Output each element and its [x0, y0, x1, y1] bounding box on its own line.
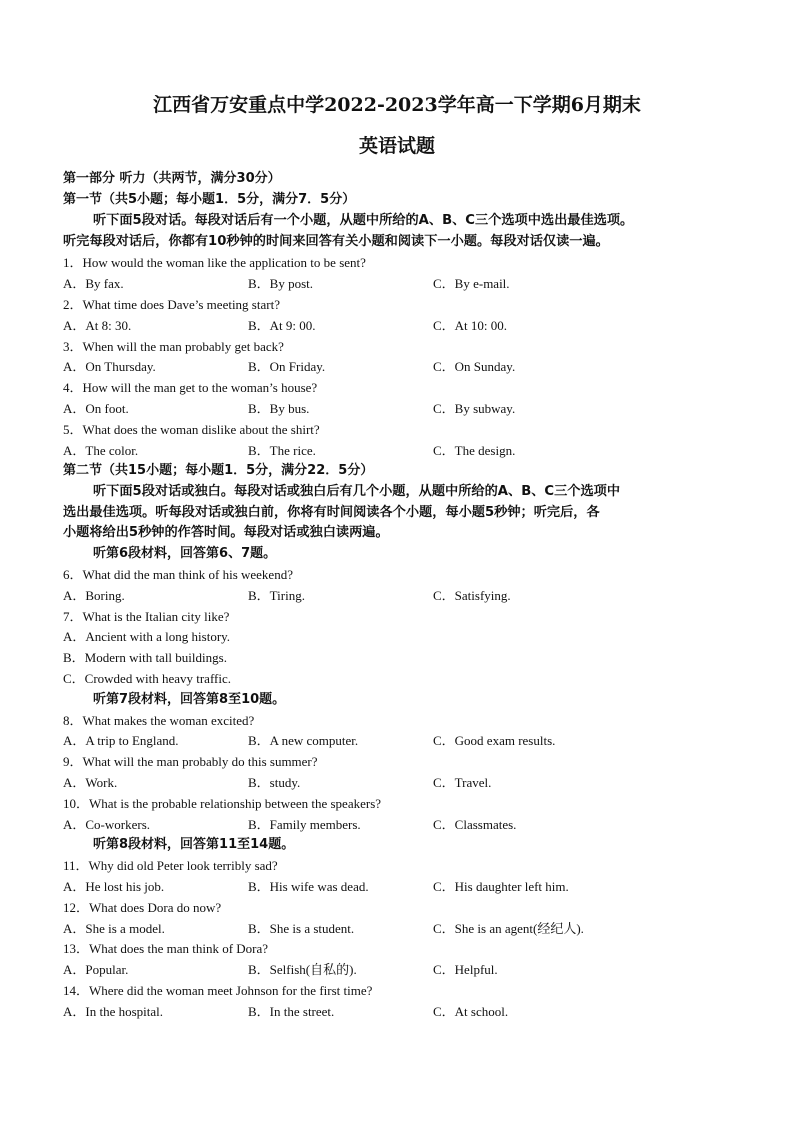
question-7-option-a: A．Ancient with a long history. [63, 629, 231, 644]
option-a: A．Work. [63, 775, 118, 790]
option-b: B．She is a student. [248, 921, 355, 936]
section-one-instruction-line-1: 听下面5段对话。每段对话后有一个小题，从题中所给的A、B、C三个选项中选出最佳选项。 [93, 213, 634, 228]
section-two-heading: 第二节（共15小题；每小题1．5分，满分22．5分） [63, 463, 374, 478]
option-a: A．She is a model. [63, 921, 165, 936]
option-a: A．Popular. [63, 962, 129, 977]
option-a: A．The color. [63, 443, 139, 458]
option-b: B．Family members. [248, 817, 361, 832]
question-9: 9．What will the man probably do this summer? [63, 754, 318, 769]
option-b: B．study. [248, 775, 301, 790]
option-b: B．His wife was dead. [248, 879, 369, 894]
question-6: 6．What did the man think of his weekend? [63, 567, 293, 582]
option-b: B．Selfish(自私的). [248, 962, 357, 977]
option-a: A．In the hospital. [63, 1004, 164, 1019]
section-two-instruction-line-3: 小题将给出5秒钟的作答时间。每段对话或独白读两遍。 [63, 525, 389, 540]
section-one-instruction-line-2: 听完每段对话后，你都有10秒钟的时间来回答有关小题和阅读下一小题。每段对话仅读一遍。 [63, 234, 609, 249]
material-8-heading: 听第8段材料，回答第11至14题。 [93, 837, 295, 852]
question-12: 12．What does Dora do now? [63, 900, 222, 915]
part-one-heading: 第一部分 听力（共两节，满分30分） [63, 171, 281, 186]
option-b: B．On Friday. [248, 359, 326, 374]
section-two-instruction-line-1: 听下面5段对话或独白。每段对话或独白后有几个小题，从题中所给的A、B、C三个选项中 [93, 484, 621, 499]
option-a: A．On foot. [63, 401, 129, 416]
option-a: A．By fax. [63, 276, 124, 291]
question-10: 10．What is the probable relationship between the speakers? [63, 796, 382, 811]
option-c: C．The design. [433, 443, 516, 458]
option-a: A．A trip to England. [63, 733, 179, 748]
question-4: 4．How will the man get to the woman’s house? [63, 380, 318, 395]
option-c: C．By e-mail. [433, 276, 510, 291]
option-a: A．On Thursday. [63, 359, 156, 374]
option-c: C．Travel. [433, 775, 492, 790]
option-b: B．At 9: 00. [248, 318, 316, 333]
option-c: C．Good exam results. [433, 733, 556, 748]
option-c: C．Helpful. [433, 962, 498, 977]
question-7-option-c: C．Crowded with heavy traffic. [63, 671, 231, 686]
question-3: 3．When will the man probably get back? [63, 339, 284, 354]
option-b: B．The rice. [248, 443, 316, 458]
option-c: C．On Sunday. [433, 359, 516, 374]
option-a: A．He lost his job. [63, 879, 165, 894]
option-c: C．By subway. [433, 401, 516, 416]
question-5: 5．What does the woman dislike about the shirt? [63, 422, 320, 437]
question-8: 8．What makes the woman excited? [63, 713, 255, 728]
question-7: 7．What is the Italian city like? [63, 609, 230, 624]
material-6-heading: 听第6段材料，回答第6、7题。 [93, 546, 277, 561]
option-c: C．Classmates. [433, 817, 517, 832]
exam-subtitle: 英语试题 [358, 135, 435, 157]
option-b: B．By bus. [248, 401, 310, 416]
section-one-heading: 第一节（共5小题；每小题1．5分，满分7．5分） [63, 192, 356, 207]
material-7-heading: 听第7段材料，回答第8至10题。 [93, 692, 286, 707]
option-a: A．Boring. [63, 588, 125, 603]
option-c: C．At 10: 00. [433, 318, 508, 333]
question-13: 13．What does the man think of Dora? [63, 941, 269, 956]
option-b: B．A new computer. [248, 733, 359, 748]
option-c: C．Satisfying. [433, 588, 511, 603]
option-c: C．His daughter left him. [433, 879, 569, 894]
question-14: 14．Where did the woman meet Johnson for the first time? [63, 983, 373, 998]
section-two-instruction-line-2: 选出最佳选项。听每段对话或独白前，你将有时间阅读各个小题，每小题5秒钟；听完后，各 [63, 505, 600, 520]
exam-title: 江西省万安重点中学2022-2023学年高一下学期6月期末 [153, 94, 641, 116]
question-1: 1．How would the woman like the application to be sent? [63, 255, 366, 270]
option-c: C．She is an agent(经纪人). [433, 921, 584, 936]
question-2: 2．What time does Dave’s meeting start? [63, 297, 280, 312]
question-11: 11．Why did old Peter look terribly sad? [63, 858, 278, 873]
question-7-option-b: B．Modern with tall buildings. [63, 650, 227, 665]
option-c: C．At school. [433, 1004, 509, 1019]
option-a: A．At 8: 30. [63, 318, 132, 333]
option-a: A．Co-workers. [63, 817, 151, 832]
option-b: B．By post. [248, 276, 314, 291]
option-b: B．In the street. [248, 1004, 335, 1019]
option-b: B．Tiring. [248, 588, 305, 603]
